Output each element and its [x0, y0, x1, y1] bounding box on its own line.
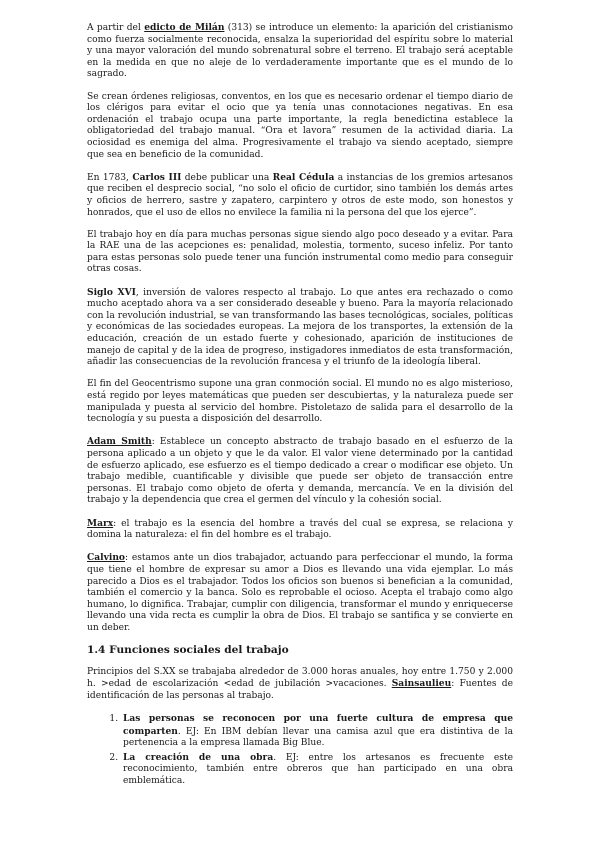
text: : Fuentes de identificación de las personas al trabajo. — [87, 679, 513, 701]
term-marx: Marx — [87, 517, 114, 529]
section-heading: 1.4 Funciones sociales del trabajo — [87, 644, 289, 657]
text: En 1783, — [87, 172, 133, 183]
text: (313) se introduce un elemento: la aparición del cristianismo como fuerza socialmente reconocida, ensalza la superioridad del espíritu sobre lo material y una mayor valoración del mundo sobrenatural sobre el terreno. El trabajo será aceptable en la medida en que no aleje de lo verdaderamente importante que es el mundo de lo sagrado. — [87, 23, 514, 80]
paragraph-siglo-xvi — [87, 287, 513, 369]
paragraph-marx — [87, 518, 513, 542]
list-item — [121, 713, 513, 750]
term-calvino: Calvino — [87, 552, 126, 564]
paragraph-geocentrismo: El fin del Geocentrismo supone una gran conmoción social. El mundo no es algo misterioso, está regido por leyes matemáticas que pueden ser descubiertas, y la naturaleza puede ser manipulada y puesta al servicio del hombre. Pistoletazo de salida para el desarrollo de la tecnología y su puesta a disposición del desarrollo. — [87, 379, 513, 425]
text: debe publicar una — [181, 172, 273, 183]
paragraph-calvino — [87, 552, 513, 634]
list-item — [121, 752, 513, 788]
term-carlos-iii: Carlos III — [132, 171, 182, 183]
list-item-title: Las personas se reconocen por una fuerte cultura de empresa que comparten — [123, 713, 513, 737]
term-edicto-milan: edicto de Milán — [144, 22, 225, 33]
term-real-cedula: Real Cédula — [272, 171, 335, 183]
text: : Establece un concepto abstracto de trabajo basado en el esfuerzo de la persona aplicado a un objeto y que le da valor. El valor viene determinado por la cantidad de esfuerzo aplicado, ese esfuerzo es el tiempo dedicado a crear o modificar ese objeto. Un trabajo medible, cuantificable y divisible que puede ser objeto de transacción entre personas. El trabajo como objeto de oferta y demanda, mercancía. Ve en la división del trabajo y la dependencia que crea el germen del vínculo y la cohesión social. — [87, 437, 513, 506]
term-sainsaulieu: Sainsaulieu — [391, 678, 452, 690]
paragraph-adam-smith — [87, 436, 513, 507]
term-siglo-xvi: Siglo XVI — [87, 286, 136, 298]
list-item-text: . EJ: entre los artesanos es frecuente este reconocimiento, también entre obreros que han participado en una obra emblemática. — [123, 752, 514, 786]
text: , inversión de valores respecto al trabajo. Lo que antes era rechazado o como mucho aceptado ahora va a ser considerado deseable y bueno. Para la mayoría relacionado con la revolución industrial, se van transformando las bases tecnológicas, sociales, políticas y económicas de las sociedades europeas. La mejora de los transportes, la extensión de la educación, creación de un estado fuerte y cohesionado, aparición de instituciones de manejo de capital y de la idea de progreso, instigadores inmediatos de esta transformación, añadir las consecuencias de la revolución francesa y el triunfo de la ideología liberal. — [87, 287, 513, 368]
paragraph-carlos-iii — [87, 172, 513, 219]
paragraph-principios-sxx — [87, 667, 513, 703]
text: Principios del S.XX se trabajaba alrededor de 3.000 horas anuales, hoy entre 1.750 y 2.000 h. >edad de escolarización <edad de jubilación >vacaciones. — [87, 666, 513, 690]
list-item-text: . EJ: En IBM debían llevar una camisa azul que era distintiva de la pertenencia a la empresa llamada Big Blue. — [123, 726, 513, 749]
text: A partir del — [87, 23, 145, 33]
list-item-title: La creación de una obra — [123, 751, 274, 763]
paragraph-ordenes-religiosas: Se crean órdenes religiosas, conventos, en los que es necesario ordenar el tiempo diario de los clérigos para evitar el ocio que ya tenía unas connotaciones negativas. En esa ordenación el trabajo ocupa una parte importante, la regla benedictina establece la obligatoriedad del trabajo manual. “Ora et lavora” resumen de la actividad diaria. La ociosidad es enemiga del alma. Progresivamente el trabajo va siendo aceptado, siempre que sea en beneficio de la comunidad. — [87, 91, 513, 160]
text: : estamos ante un dios trabajador, actuando para perfeccionar el mundo, la forma que tiene el hombre de expresar su amor a Dios es llevando una vida ejemplar. Lo más parecido a Dios es el trabajador. Todos los oficios son buenos si benefician a la comunidad, también el comercio y la banca. Solo es reprobable el ocioso. Acepta el trabajo como algo humano, lo dignifica. Trabajar, cumplir con diligencia, transformar el mundo y enriquecerse llevando una vida recta es cumplir la obra de Dios. El trabajo se santifica y se convierte en un deber. — [87, 553, 513, 633]
paragraph-trabajo-hoy: El trabajo hoy en día para muchas personas sigue siendo algo poco deseado y a evitar. Para la RAE una de las acepciones es: penalidad, molestia, tormento, suceso infeliz. Por tanto para estas personas solo puede tener una función instrumental como medio para conseguir otras cosas. — [87, 229, 513, 275]
document-page — [87, 22, 513, 790]
paragraph-edicto-milan — [87, 22, 513, 81]
numbered-list — [87, 713, 513, 788]
term-adam-smith: Adam Smith — [87, 436, 152, 448]
text: a instancias de los gremios artesanos que reciben el desprecio social, “no solo el oficio de curtidor, sino también los demás artes y oficios de herrero, sastre y zapatero, carpintero y otros de este modo, son honestos y honrados, que el uso de ellos no envilece la familia ni la persona del que los ejerce”. — [87, 172, 513, 218]
text: : el trabajo es la esencia del hombre a través del cual se expresa, se relaciona y domina la naturaleza: el fin del hombre es el trabajo. — [87, 518, 513, 541]
